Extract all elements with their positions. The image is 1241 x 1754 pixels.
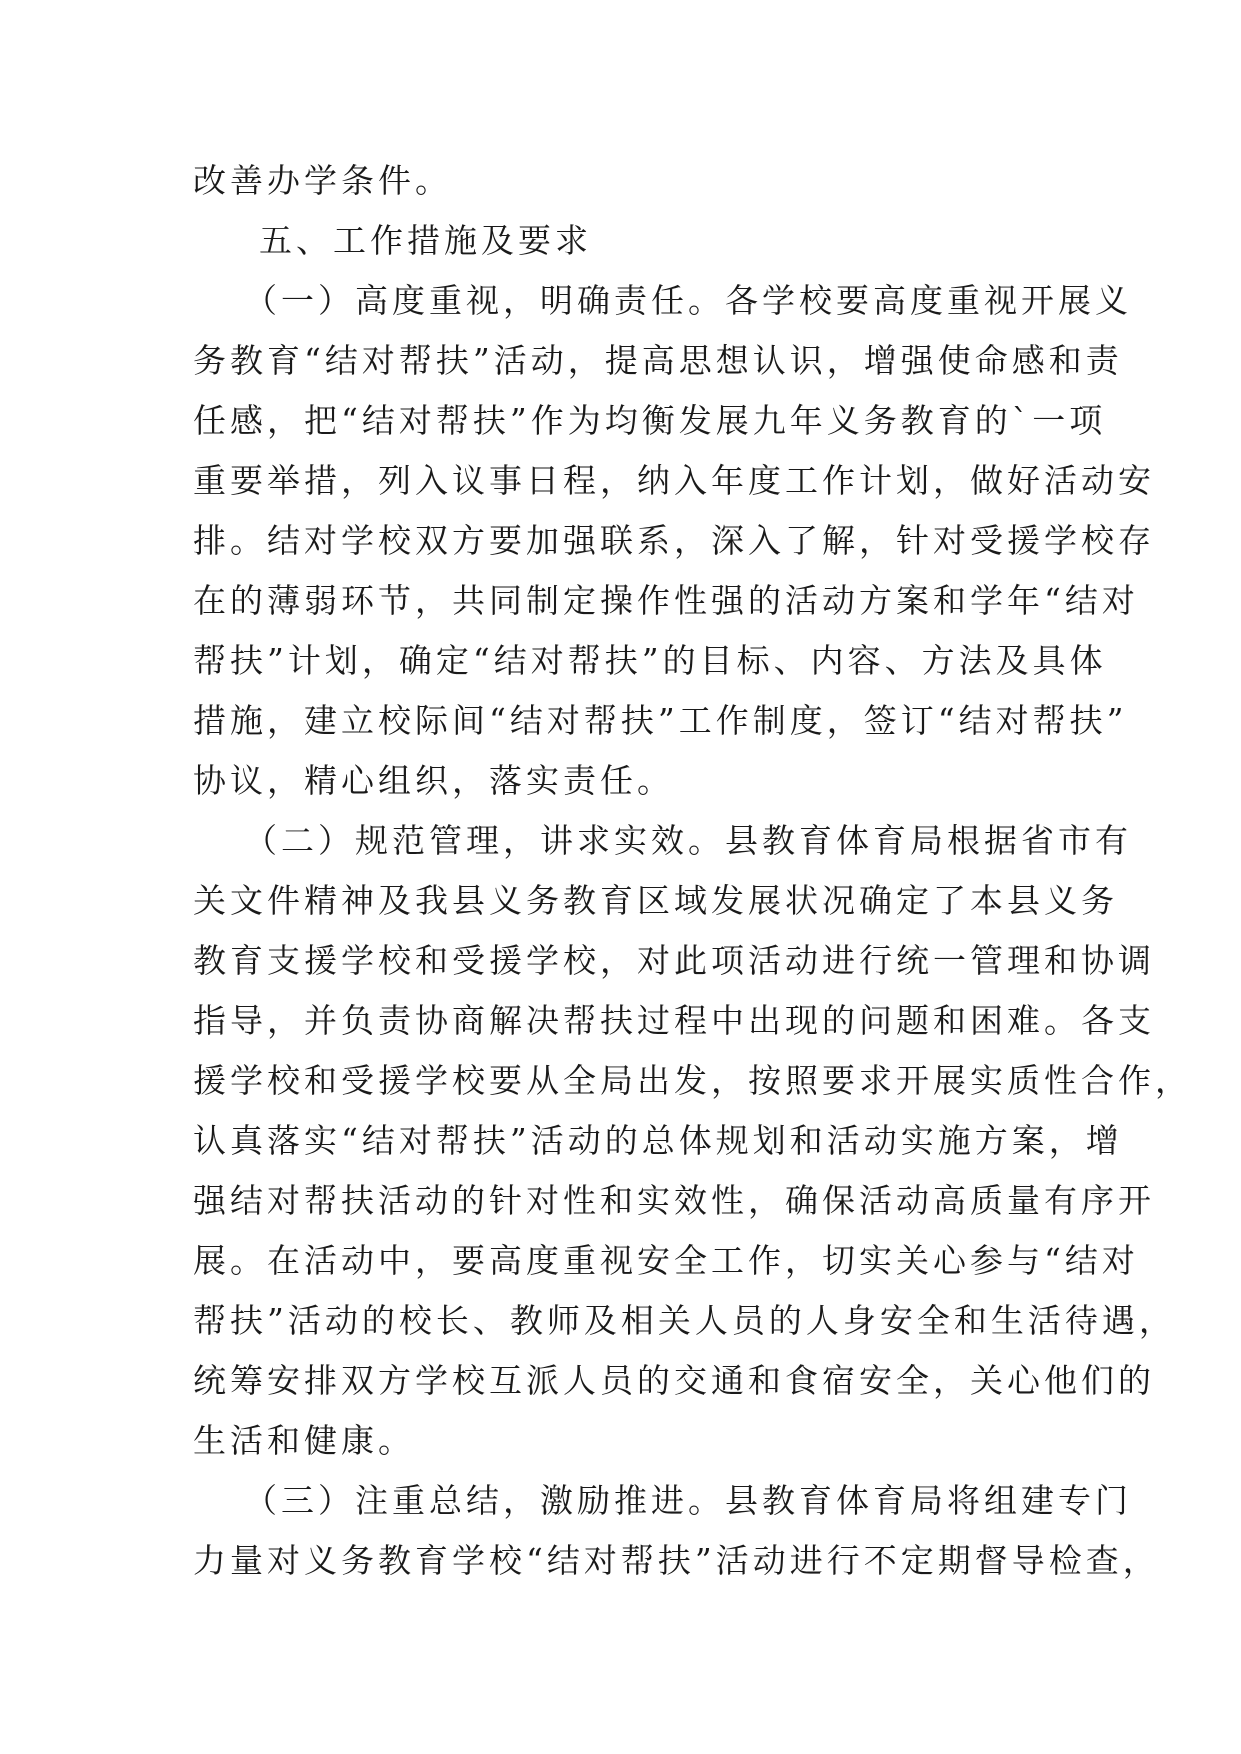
text-line: 统筹安排双方学校互派人员的交通和食宿安全，关心他们的 — [193, 1361, 1155, 1400]
document-body — [193, 151, 1192, 1591]
text-line: 在的薄弱环节，共同制定操作性强的活动方案和学年“结对 — [193, 581, 1139, 620]
text-line: 排。结对学校双方要加强联系，深入了解，针对受援学校存 — [193, 521, 1155, 560]
text-line: 任感，把“结对帮扶”作为均衡发展九年义务教育的`一项 — [193, 401, 1107, 440]
text-line: 援学校和受援学校要从全局出发，按照要求开展实质性合作， — [193, 1061, 1192, 1100]
text-line: 关文件精神及我县义务教育区域发展状况确定了本县义务 — [193, 881, 1118, 920]
text-line: （二）规范管理，讲求实效。县教育体育局根据省市有 — [244, 821, 1132, 860]
text-line: （三）注重总结，激励推进。县教育体育局将组建专门 — [244, 1481, 1132, 1520]
text-line: 协议，精心组织，落实责任。 — [193, 761, 674, 800]
text-line: 教育支援学校和受援学校，对此项活动进行统一管理和协调 — [193, 941, 1155, 980]
text-line: 帮扶”活动的校长、教师及相关人员的人身安全和生活待遇， — [193, 1301, 1176, 1340]
text-line: 重要举措，列入议事日程，纳入年度工作计划，做好活动安 — [193, 461, 1155, 500]
text-line: 改善办学条件。 — [193, 161, 452, 200]
text-line: 认真落实“结对帮扶”活动的总体规划和活动实施方案，增 — [193, 1121, 1123, 1160]
text-line: 生活和健康。 — [193, 1421, 415, 1460]
text-line: 指导，并负责协商解决帮扶过程中出现的问题和困难。各支 — [193, 1001, 1155, 1040]
text-line: 务教育“结对帮扶”活动，提高思想认识，增强使命感和责 — [193, 341, 1123, 380]
text-line: 措施，建立校际间“结对帮扶”工作制度，签订“结对帮扶” — [193, 701, 1128, 740]
text-line: （一）高度重视，明确责任。各学校要高度重视开展义 — [244, 281, 1132, 320]
text-line: 力量对义务教育学校“结对帮扶”活动进行不定期督导检查， — [193, 1541, 1160, 1580]
text-line: 强结对帮扶活动的针对性和实效性，确保活动高质量有序开 — [193, 1181, 1155, 1220]
text-line: 展。在活动中，要高度重视安全工作，切实关心参与“结对 — [193, 1241, 1139, 1280]
text-line: 帮扶”计划，确定“结对帮扶”的目标、内容、方法及具体 — [193, 641, 1107, 680]
section-heading: 五、工作措施及要求 — [259, 221, 592, 260]
